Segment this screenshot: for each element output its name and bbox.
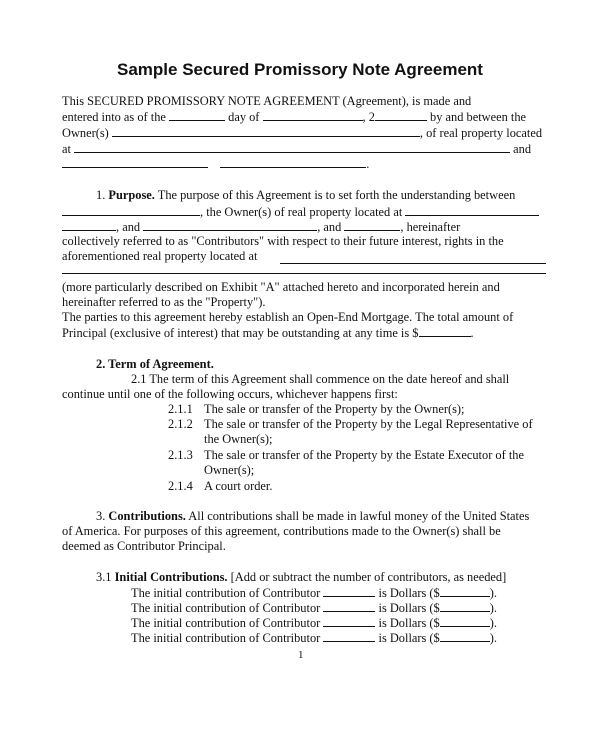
contribution-row-end: ). xyxy=(489,601,497,615)
section-text: Principal (exclusive of interest) that may be outstanding at any time is $ xyxy=(62,326,419,340)
purpose-line-4: collectively referred to as "Contributors" with respect to their future interest, rights in the xyxy=(62,234,504,248)
intro-line-5 xyxy=(62,156,369,172)
intro-line-2 xyxy=(62,109,526,125)
purpose-line-2 xyxy=(62,204,539,220)
intro-line-1: This SECURED PROMISSORY NOTE AGREEMENT (Agreement), is made and xyxy=(62,94,472,108)
blank-date-day[interactable] xyxy=(169,109,225,121)
contribution-row-text: The initial contribution of Contributor xyxy=(131,616,321,630)
blank-aforementioned-property[interactable] xyxy=(280,263,546,264)
section-text: All contributions shall be made in lawful money of the United States xyxy=(188,509,530,523)
blank-dollar-amount[interactable] xyxy=(440,600,490,612)
contribution-row xyxy=(131,600,497,616)
blank-date-month[interactable] xyxy=(263,109,363,121)
purpose-line-3 xyxy=(62,219,460,235)
purpose-line-5: aforementioned real property located at xyxy=(62,249,258,263)
contribution-row-mid: is Dollars ($ xyxy=(378,631,440,645)
contribution-row-text: The initial contribution of Contributor xyxy=(131,631,321,645)
blank-contributor-name[interactable] xyxy=(323,630,375,642)
term-item-text: A court order. xyxy=(204,479,273,493)
section-number: 1. xyxy=(96,188,106,202)
term-line-2: continue until one of the following occurs, whichever happens first: xyxy=(62,387,398,401)
section-heading-initial-contributions: Initial Contributions. xyxy=(114,570,228,584)
contributions-line-2: of America. For purposes of this agreement, contributions made to the Owner(s) shall be xyxy=(62,524,501,538)
contribution-row-mid: is Dollars ($ xyxy=(378,616,440,630)
term-item-number: 2.1.2 xyxy=(168,417,193,431)
section-text: The purpose of this Agreement is to set forth the understanding between xyxy=(157,188,516,202)
term-line-1: 2.1 The term of this Agreement shall commence on the date hereof and shall xyxy=(131,372,510,386)
intro-text: Owner(s) xyxy=(62,126,109,140)
contribution-row xyxy=(131,585,497,601)
intro-line-3 xyxy=(62,125,542,141)
blank-date-year[interactable] xyxy=(375,109,427,121)
blank-property-address[interactable] xyxy=(74,141,510,153)
intro-text: , of real property located xyxy=(419,126,543,140)
intro-text: entered into as of the xyxy=(62,110,166,124)
blank-contributor-2[interactable] xyxy=(143,219,317,231)
term-item-text: The sale or transfer of the Property by the Legal Representative of xyxy=(204,417,533,431)
contribution-row-text: The initial contribution of Contributor xyxy=(131,601,321,615)
intro-line-4 xyxy=(62,141,531,157)
purpose-line-7: hereinafter referred to as the "Property"). xyxy=(62,295,266,309)
contribution-row-end: ). xyxy=(489,616,497,630)
section-text: , and xyxy=(317,220,342,234)
document-title: Sample Secured Promissory Note Agreement xyxy=(117,60,483,79)
initial-contributions-line xyxy=(96,570,506,585)
blank-contributor-name[interactable] xyxy=(323,600,375,612)
contribution-row xyxy=(131,630,497,646)
contribution-row-mid: is Dollars ($ xyxy=(378,601,440,615)
contribution-row-text: The initial contribution of Contributor xyxy=(131,586,321,600)
term-item-text-cont: the Owner(s); xyxy=(204,432,273,446)
blank-dollar-amount[interactable] xyxy=(440,630,490,642)
term-item-number: 2.1.4 xyxy=(168,479,193,493)
term-item-number: 2.1.3 xyxy=(168,448,193,462)
purpose-line-6: (more particularly described on Exhibit "A" attached hereto and incorporated herein and xyxy=(62,280,500,294)
term-item-text: The sale or transfer of the Property by the Owner(s); xyxy=(204,402,465,416)
contribution-row-end: ). xyxy=(489,586,497,600)
purpose-line-8: The parties to this agreement hereby establish an Open-End Mortgage. The total amount of xyxy=(62,310,514,324)
contribution-row-mid: is Dollars ($ xyxy=(378,586,440,600)
section-number: 3.1 xyxy=(96,570,112,584)
blank-party-1[interactable] xyxy=(62,156,208,168)
blank-contributor-3[interactable] xyxy=(344,219,400,231)
section-heading-contributions: Contributions. xyxy=(108,509,186,523)
section-text: . xyxy=(470,326,474,340)
section-heading-purpose: Purpose. xyxy=(108,188,155,202)
intro-text: . xyxy=(366,157,370,171)
blank-principal-amount[interactable] xyxy=(419,325,471,337)
blank-dollar-amount[interactable] xyxy=(440,585,490,597)
blank-contributor-1[interactable] xyxy=(62,219,116,231)
section-number: 3. xyxy=(96,509,106,523)
intro-text: day of xyxy=(228,110,260,124)
purpose-line-9 xyxy=(62,325,474,341)
intro-text: , 2 xyxy=(362,110,375,124)
contribution-row xyxy=(131,615,497,631)
term-item-number: 2.1.1 xyxy=(168,402,193,416)
page-number: 1 xyxy=(298,649,304,661)
contributions-line-3: deemed as Contributor Principal. xyxy=(62,539,226,553)
section-text: , the Owner(s) of real property located at xyxy=(200,205,403,219)
section-heading-term: 2. Term of Agreement. xyxy=(96,357,214,371)
blank-party-2[interactable] xyxy=(220,156,366,168)
blank-property-line[interactable] xyxy=(62,273,546,274)
section-text: , hereinafter xyxy=(400,220,461,234)
contributions-line-1 xyxy=(96,509,529,524)
blank-contributor-name[interactable] xyxy=(323,585,375,597)
section-text: , and xyxy=(116,220,141,234)
blank-owner[interactable] xyxy=(62,204,200,216)
intro-text: at xyxy=(62,142,71,156)
blank-owner-name[interactable] xyxy=(112,125,420,137)
intro-text: and xyxy=(513,142,532,156)
intro-text: by and between the xyxy=(430,110,527,124)
section-note: [Add or subtract the number of contributors, as needed] xyxy=(230,570,507,584)
contribution-row-end: ). xyxy=(489,631,497,645)
blank-dollar-amount[interactable] xyxy=(440,615,490,627)
term-item-text: The sale or transfer of the Property by the Estate Executor of the xyxy=(204,448,524,462)
purpose-line-1 xyxy=(96,188,515,203)
blank-contributor-name[interactable] xyxy=(323,615,375,627)
blank-located-at[interactable] xyxy=(405,204,539,216)
term-item-text-cont: Owner(s); xyxy=(204,463,255,477)
